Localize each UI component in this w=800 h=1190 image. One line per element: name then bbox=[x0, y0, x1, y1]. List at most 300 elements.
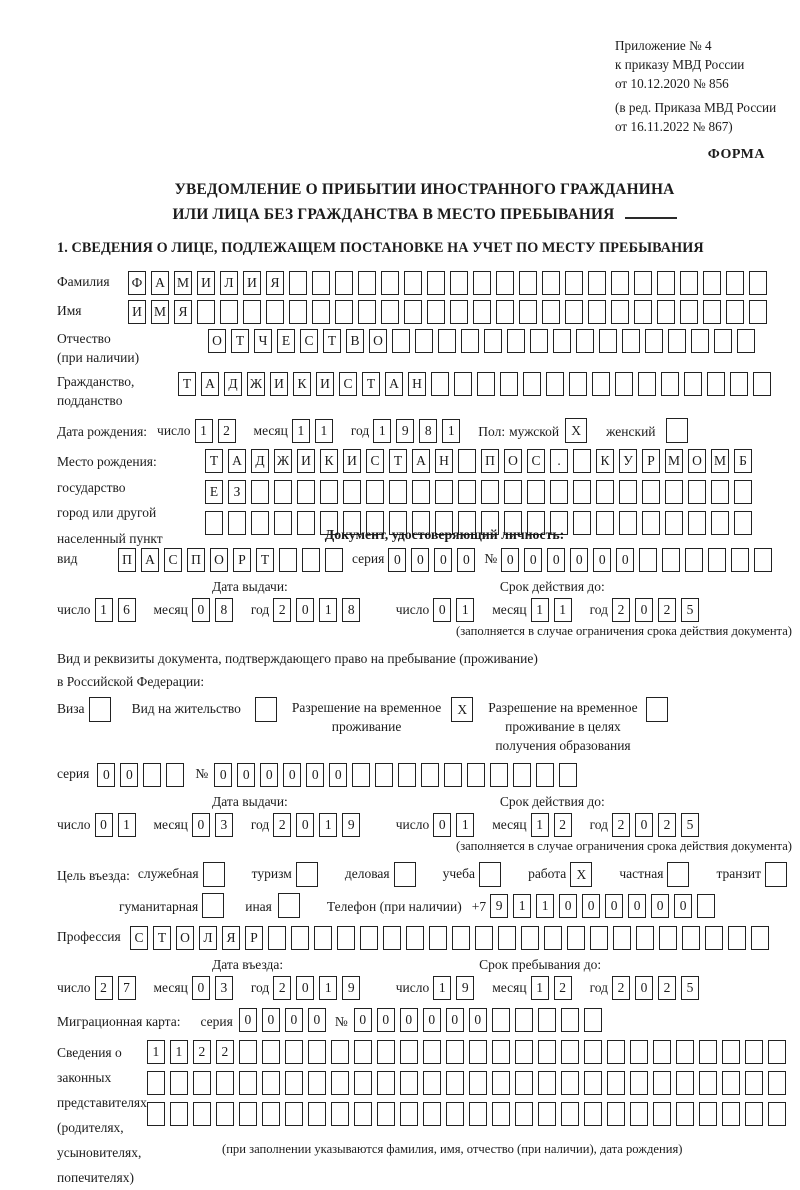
char-cell[interactable] bbox=[561, 1102, 579, 1126]
char-cell[interactable]: 0 bbox=[582, 894, 600, 918]
char-cell[interactable] bbox=[193, 1071, 211, 1095]
char-cell[interactable] bbox=[542, 271, 560, 295]
char-cell[interactable] bbox=[383, 926, 401, 950]
char-cell[interactable]: К bbox=[320, 449, 338, 473]
char-cell[interactable] bbox=[665, 511, 683, 535]
char-cell[interactable]: С bbox=[164, 548, 182, 572]
char-cell[interactable] bbox=[515, 1008, 533, 1032]
char-cell[interactable] bbox=[515, 1040, 533, 1064]
char-cell[interactable]: 8 bbox=[215, 598, 233, 622]
char-cell[interactable]: 0 bbox=[635, 598, 653, 622]
char-cell[interactable] bbox=[458, 449, 476, 473]
char-cell[interactable]: 0 bbox=[283, 763, 301, 787]
char-cell[interactable] bbox=[634, 300, 652, 324]
char-cell[interactable]: 2 bbox=[273, 598, 291, 622]
char-cell[interactable] bbox=[450, 300, 468, 324]
char-cell[interactable]: 0 bbox=[628, 894, 646, 918]
char-cell[interactable] bbox=[469, 1040, 487, 1064]
char-cell[interactable]: Ч bbox=[254, 329, 272, 353]
char-cell[interactable] bbox=[343, 480, 361, 504]
char-cell[interactable]: 1 bbox=[319, 598, 337, 622]
char-cell[interactable] bbox=[734, 480, 752, 504]
char-cell[interactable] bbox=[473, 300, 491, 324]
char-cell[interactable]: 0 bbox=[411, 548, 429, 572]
char-cell[interactable] bbox=[423, 1102, 441, 1126]
char-cell[interactable] bbox=[749, 300, 767, 324]
char-cell[interactable] bbox=[653, 1040, 671, 1064]
char-cell[interactable]: С bbox=[300, 329, 318, 353]
char-cell[interactable] bbox=[726, 300, 744, 324]
char-cell[interactable]: 0 bbox=[433, 813, 451, 837]
char-cell[interactable] bbox=[659, 926, 677, 950]
char-cell[interactable] bbox=[515, 1102, 533, 1126]
char-cell[interactable] bbox=[561, 1071, 579, 1095]
char-cell[interactable] bbox=[431, 372, 449, 396]
char-cell[interactable] bbox=[584, 1008, 602, 1032]
char-cell[interactable] bbox=[561, 1008, 579, 1032]
char-cell[interactable] bbox=[714, 329, 732, 353]
char-cell[interactable]: 0 bbox=[262, 1008, 280, 1032]
char-cell[interactable]: Т bbox=[231, 329, 249, 353]
char-cell[interactable] bbox=[358, 300, 376, 324]
char-cell[interactable] bbox=[400, 1102, 418, 1126]
char-cell[interactable] bbox=[354, 1102, 372, 1126]
char-cell[interactable]: 0 bbox=[593, 548, 611, 572]
char-cell[interactable] bbox=[567, 926, 585, 950]
char-cell[interactable]: М bbox=[665, 449, 683, 473]
char-cell[interactable] bbox=[427, 300, 445, 324]
char-cell[interactable]: 0 bbox=[260, 763, 278, 787]
sex-male-checkbox[interactable]: X bbox=[565, 418, 587, 443]
char-cell[interactable] bbox=[515, 1071, 533, 1095]
sex-female-checkbox[interactable] bbox=[666, 418, 688, 443]
char-cell[interactable] bbox=[325, 548, 343, 572]
char-cell[interactable] bbox=[559, 763, 577, 787]
char-cell[interactable]: 0 bbox=[308, 1008, 326, 1032]
char-cell[interactable]: 0 bbox=[192, 976, 210, 1000]
char-cell[interactable] bbox=[768, 1040, 786, 1064]
char-cell[interactable] bbox=[496, 300, 514, 324]
char-cell[interactable] bbox=[584, 1071, 602, 1095]
char-cell[interactable]: 0 bbox=[214, 763, 232, 787]
char-cell[interactable] bbox=[668, 329, 686, 353]
char-cell[interactable] bbox=[446, 1071, 464, 1095]
char-cell[interactable]: 2 bbox=[193, 1040, 211, 1064]
char-cell[interactable]: 0 bbox=[423, 1008, 441, 1032]
char-cell[interactable] bbox=[404, 300, 422, 324]
char-cell[interactable] bbox=[335, 300, 353, 324]
char-cell[interactable] bbox=[588, 271, 606, 295]
char-cell[interactable] bbox=[400, 1071, 418, 1095]
char-cell[interactable]: С bbox=[130, 926, 148, 950]
char-cell[interactable]: 2 bbox=[612, 813, 630, 837]
char-cell[interactable] bbox=[745, 1071, 763, 1095]
char-cell[interactable] bbox=[685, 548, 703, 572]
char-cell[interactable] bbox=[377, 1040, 395, 1064]
char-cell[interactable]: 1 bbox=[554, 598, 572, 622]
char-cell[interactable] bbox=[170, 1102, 188, 1126]
char-cell[interactable]: О bbox=[176, 926, 194, 950]
char-cell[interactable]: 2 bbox=[273, 976, 291, 1000]
char-cell[interactable] bbox=[358, 271, 376, 295]
char-cell[interactable] bbox=[703, 271, 721, 295]
char-cell[interactable] bbox=[289, 271, 307, 295]
char-cell[interactable]: 0 bbox=[237, 763, 255, 787]
char-cell[interactable] bbox=[688, 511, 706, 535]
char-cell[interactable] bbox=[642, 480, 660, 504]
char-cell[interactable]: 2 bbox=[658, 813, 676, 837]
char-cell[interactable]: А bbox=[412, 449, 430, 473]
char-cell[interactable] bbox=[312, 300, 330, 324]
char-cell[interactable]: 2 bbox=[218, 419, 236, 443]
char-cell[interactable] bbox=[147, 1071, 165, 1095]
purpose-humanitarian-checkbox[interactable] bbox=[202, 893, 224, 918]
char-cell[interactable] bbox=[268, 926, 286, 950]
char-cell[interactable] bbox=[492, 1071, 510, 1095]
char-cell[interactable] bbox=[147, 1102, 165, 1126]
char-cell[interactable] bbox=[435, 480, 453, 504]
char-cell[interactable] bbox=[262, 1040, 280, 1064]
char-cell[interactable]: 0 bbox=[559, 894, 577, 918]
char-cell[interactable] bbox=[377, 1071, 395, 1095]
char-cell[interactable] bbox=[375, 763, 393, 787]
char-cell[interactable] bbox=[490, 763, 508, 787]
char-cell[interactable]: 0 bbox=[434, 548, 452, 572]
char-cell[interactable]: О bbox=[208, 329, 226, 353]
char-cell[interactable] bbox=[312, 271, 330, 295]
char-cell[interactable] bbox=[676, 1071, 694, 1095]
char-cell[interactable]: 1 bbox=[315, 419, 333, 443]
char-cell[interactable] bbox=[444, 763, 462, 787]
char-cell[interactable]: 1 bbox=[147, 1040, 165, 1064]
char-cell[interactable] bbox=[527, 480, 545, 504]
char-cell[interactable] bbox=[389, 480, 407, 504]
char-cell[interactable] bbox=[731, 548, 749, 572]
char-cell[interactable] bbox=[622, 329, 640, 353]
char-cell[interactable] bbox=[553, 329, 571, 353]
char-cell[interactable] bbox=[504, 480, 522, 504]
char-cell[interactable]: С bbox=[527, 449, 545, 473]
char-cell[interactable]: О bbox=[369, 329, 387, 353]
char-cell[interactable] bbox=[266, 300, 284, 324]
char-cell[interactable]: 0 bbox=[616, 548, 634, 572]
char-cell[interactable] bbox=[768, 1102, 786, 1126]
char-cell[interactable] bbox=[630, 1102, 648, 1126]
char-cell[interactable]: А bbox=[385, 372, 403, 396]
char-cell[interactable]: 0 bbox=[674, 894, 692, 918]
char-cell[interactable] bbox=[377, 1102, 395, 1126]
char-cell[interactable] bbox=[657, 300, 675, 324]
char-cell[interactable] bbox=[477, 372, 495, 396]
char-cell[interactable] bbox=[352, 763, 370, 787]
char-cell[interactable] bbox=[492, 1102, 510, 1126]
char-cell[interactable]: К bbox=[596, 449, 614, 473]
char-cell[interactable] bbox=[676, 1102, 694, 1126]
char-cell[interactable]: 0 bbox=[296, 976, 314, 1000]
char-cell[interactable] bbox=[657, 271, 675, 295]
char-cell[interactable]: 1 bbox=[536, 894, 554, 918]
char-cell[interactable] bbox=[492, 1040, 510, 1064]
char-cell[interactable] bbox=[550, 480, 568, 504]
char-cell[interactable] bbox=[636, 926, 654, 950]
char-cell[interactable]: 0 bbox=[547, 548, 565, 572]
purpose-work-checkbox[interactable]: X bbox=[570, 862, 592, 887]
char-cell[interactable] bbox=[467, 763, 485, 787]
char-cell[interactable]: 0 bbox=[296, 598, 314, 622]
char-cell[interactable] bbox=[438, 329, 456, 353]
char-cell[interactable] bbox=[143, 763, 161, 787]
char-cell[interactable]: 2 bbox=[612, 976, 630, 1000]
char-cell[interactable] bbox=[699, 1102, 717, 1126]
char-cell[interactable] bbox=[684, 372, 702, 396]
char-cell[interactable]: 1 bbox=[319, 813, 337, 837]
char-cell[interactable]: 0 bbox=[95, 813, 113, 837]
char-cell[interactable]: Я bbox=[222, 926, 240, 950]
char-cell[interactable]: 1 bbox=[456, 813, 474, 837]
char-cell[interactable]: П bbox=[187, 548, 205, 572]
char-cell[interactable]: 1 bbox=[373, 419, 391, 443]
char-cell[interactable] bbox=[302, 548, 320, 572]
char-cell[interactable] bbox=[404, 271, 422, 295]
char-cell[interactable]: И bbox=[197, 271, 215, 295]
char-cell[interactable] bbox=[642, 511, 660, 535]
char-cell[interactable] bbox=[423, 1040, 441, 1064]
char-cell[interactable] bbox=[239, 1102, 257, 1126]
char-cell[interactable]: 0 bbox=[296, 813, 314, 837]
char-cell[interactable]: Л bbox=[220, 271, 238, 295]
char-cell[interactable] bbox=[722, 1102, 740, 1126]
char-cell[interactable]: А bbox=[201, 372, 219, 396]
char-cell[interactable] bbox=[492, 1008, 510, 1032]
char-cell[interactable] bbox=[331, 1040, 349, 1064]
char-cell[interactable] bbox=[726, 271, 744, 295]
char-cell[interactable] bbox=[205, 511, 223, 535]
char-cell[interactable] bbox=[569, 372, 587, 396]
char-cell[interactable] bbox=[446, 1102, 464, 1126]
char-cell[interactable]: Т bbox=[205, 449, 223, 473]
char-cell[interactable] bbox=[745, 1040, 763, 1064]
char-cell[interactable] bbox=[665, 480, 683, 504]
char-cell[interactable] bbox=[722, 1040, 740, 1064]
char-cell[interactable]: 0 bbox=[570, 548, 588, 572]
temp-permit-checkbox[interactable]: X bbox=[451, 697, 473, 722]
char-cell[interactable] bbox=[542, 300, 560, 324]
char-cell[interactable] bbox=[611, 271, 629, 295]
char-cell[interactable]: Я bbox=[174, 300, 192, 324]
char-cell[interactable] bbox=[279, 548, 297, 572]
char-cell[interactable] bbox=[645, 329, 663, 353]
char-cell[interactable] bbox=[523, 372, 541, 396]
char-cell[interactable] bbox=[653, 1102, 671, 1126]
purpose-study-checkbox[interactable] bbox=[479, 862, 501, 887]
char-cell[interactable] bbox=[354, 1040, 372, 1064]
char-cell[interactable]: К bbox=[293, 372, 311, 396]
char-cell[interactable] bbox=[630, 1071, 648, 1095]
char-cell[interactable] bbox=[423, 1071, 441, 1095]
char-cell[interactable] bbox=[607, 1071, 625, 1095]
char-cell[interactable]: П bbox=[118, 548, 136, 572]
char-cell[interactable]: 1 bbox=[531, 598, 549, 622]
char-cell[interactable]: . bbox=[550, 449, 568, 473]
char-cell[interactable]: О bbox=[688, 449, 706, 473]
char-cell[interactable] bbox=[412, 480, 430, 504]
purpose-private-checkbox[interactable] bbox=[667, 862, 689, 887]
char-cell[interactable] bbox=[544, 926, 562, 950]
char-cell[interactable] bbox=[737, 329, 755, 353]
char-cell[interactable] bbox=[452, 926, 470, 950]
char-cell[interactable]: 0 bbox=[635, 976, 653, 1000]
char-cell[interactable]: Ф bbox=[128, 271, 146, 295]
char-cell[interactable] bbox=[588, 300, 606, 324]
char-cell[interactable] bbox=[699, 1071, 717, 1095]
char-cell[interactable] bbox=[461, 329, 479, 353]
char-cell[interactable]: Р bbox=[245, 926, 263, 950]
char-cell[interactable] bbox=[728, 926, 746, 950]
char-cell[interactable]: 0 bbox=[239, 1008, 257, 1032]
char-cell[interactable]: 2 bbox=[612, 598, 630, 622]
char-cell[interactable] bbox=[565, 271, 583, 295]
char-cell[interactable]: Р bbox=[642, 449, 660, 473]
char-cell[interactable] bbox=[274, 511, 292, 535]
char-cell[interactable] bbox=[615, 372, 633, 396]
char-cell[interactable] bbox=[335, 271, 353, 295]
char-cell[interactable]: 8 bbox=[342, 598, 360, 622]
char-cell[interactable] bbox=[450, 271, 468, 295]
char-cell[interactable] bbox=[285, 1102, 303, 1126]
char-cell[interactable] bbox=[538, 1102, 556, 1126]
char-cell[interactable]: 0 bbox=[192, 598, 210, 622]
char-cell[interactable] bbox=[584, 1102, 602, 1126]
char-cell[interactable] bbox=[446, 1040, 464, 1064]
char-cell[interactable]: Д bbox=[224, 372, 242, 396]
char-cell[interactable] bbox=[481, 480, 499, 504]
char-cell[interactable] bbox=[573, 511, 591, 535]
char-cell[interactable] bbox=[381, 271, 399, 295]
char-cell[interactable]: Ж bbox=[247, 372, 265, 396]
char-cell[interactable] bbox=[454, 372, 472, 396]
char-cell[interactable] bbox=[216, 1071, 234, 1095]
char-cell[interactable]: И bbox=[243, 271, 261, 295]
char-cell[interactable] bbox=[619, 480, 637, 504]
char-cell[interactable]: 1 bbox=[195, 419, 213, 443]
char-cell[interactable]: 0 bbox=[329, 763, 347, 787]
char-cell[interactable] bbox=[274, 480, 292, 504]
char-cell[interactable] bbox=[730, 372, 748, 396]
char-cell[interactable] bbox=[360, 926, 378, 950]
char-cell[interactable]: 1 bbox=[442, 419, 460, 443]
char-cell[interactable] bbox=[521, 926, 539, 950]
char-cell[interactable] bbox=[193, 1102, 211, 1126]
char-cell[interactable] bbox=[596, 480, 614, 504]
char-cell[interactable]: Т bbox=[389, 449, 407, 473]
char-cell[interactable]: 9 bbox=[456, 976, 474, 1000]
char-cell[interactable] bbox=[475, 926, 493, 950]
char-cell[interactable]: И bbox=[316, 372, 334, 396]
char-cell[interactable] bbox=[754, 548, 772, 572]
char-cell[interactable] bbox=[749, 271, 767, 295]
char-cell[interactable]: Т bbox=[153, 926, 171, 950]
char-cell[interactable] bbox=[611, 300, 629, 324]
char-cell[interactable] bbox=[498, 926, 516, 950]
char-cell[interactable] bbox=[239, 1040, 257, 1064]
char-cell[interactable] bbox=[314, 926, 332, 950]
char-cell[interactable] bbox=[289, 300, 307, 324]
char-cell[interactable]: 1 bbox=[95, 598, 113, 622]
char-cell[interactable] bbox=[297, 511, 315, 535]
char-cell[interactable] bbox=[519, 271, 537, 295]
visa-checkbox[interactable] bbox=[89, 697, 111, 722]
char-cell[interactable] bbox=[366, 480, 384, 504]
char-cell[interactable] bbox=[308, 1102, 326, 1126]
char-cell[interactable] bbox=[592, 372, 610, 396]
char-cell[interactable] bbox=[653, 1071, 671, 1095]
char-cell[interactable] bbox=[751, 926, 769, 950]
char-cell[interactable]: 0 bbox=[501, 548, 519, 572]
char-cell[interactable]: И bbox=[128, 300, 146, 324]
char-cell[interactable] bbox=[381, 300, 399, 324]
char-cell[interactable] bbox=[166, 763, 184, 787]
char-cell[interactable]: 1 bbox=[118, 813, 136, 837]
char-cell[interactable] bbox=[607, 1040, 625, 1064]
char-cell[interactable]: И bbox=[270, 372, 288, 396]
char-cell[interactable] bbox=[753, 372, 771, 396]
char-cell[interactable]: 3 bbox=[215, 813, 233, 837]
char-cell[interactable] bbox=[197, 300, 215, 324]
char-cell[interactable]: 0 bbox=[469, 1008, 487, 1032]
char-cell[interactable] bbox=[546, 372, 564, 396]
char-cell[interactable] bbox=[400, 1040, 418, 1064]
char-cell[interactable]: 1 bbox=[433, 976, 451, 1000]
char-cell[interactable]: 9 bbox=[490, 894, 508, 918]
char-cell[interactable]: У bbox=[619, 449, 637, 473]
char-cell[interactable] bbox=[536, 763, 554, 787]
char-cell[interactable]: 0 bbox=[285, 1008, 303, 1032]
char-cell[interactable] bbox=[415, 329, 433, 353]
char-cell[interactable] bbox=[680, 300, 698, 324]
char-cell[interactable] bbox=[576, 329, 594, 353]
char-cell[interactable]: З bbox=[228, 480, 246, 504]
char-cell[interactable] bbox=[703, 300, 721, 324]
purpose-commercial-checkbox[interactable] bbox=[394, 862, 416, 887]
char-cell[interactable]: 1 bbox=[319, 976, 337, 1000]
char-cell[interactable] bbox=[573, 480, 591, 504]
char-cell[interactable] bbox=[469, 1102, 487, 1126]
char-cell[interactable] bbox=[496, 271, 514, 295]
char-cell[interactable] bbox=[711, 511, 729, 535]
char-cell[interactable]: 0 bbox=[120, 763, 138, 787]
char-cell[interactable] bbox=[469, 1071, 487, 1095]
char-cell[interactable]: 7 bbox=[118, 976, 136, 1000]
char-cell[interactable] bbox=[243, 300, 261, 324]
char-cell[interactable] bbox=[699, 1040, 717, 1064]
char-cell[interactable] bbox=[697, 894, 715, 918]
char-cell[interactable]: 5 bbox=[681, 976, 699, 1000]
char-cell[interactable] bbox=[513, 763, 531, 787]
char-cell[interactable] bbox=[722, 1071, 740, 1095]
char-cell[interactable] bbox=[538, 1040, 556, 1064]
purpose-other-checkbox[interactable] bbox=[278, 893, 300, 918]
char-cell[interactable]: 0 bbox=[635, 813, 653, 837]
char-cell[interactable]: Л bbox=[199, 926, 217, 950]
char-cell[interactable]: Т bbox=[178, 372, 196, 396]
char-cell[interactable] bbox=[308, 1040, 326, 1064]
char-cell[interactable] bbox=[688, 480, 706, 504]
char-cell[interactable] bbox=[331, 1102, 349, 1126]
char-cell[interactable] bbox=[613, 926, 631, 950]
char-cell[interactable] bbox=[745, 1102, 763, 1126]
char-cell[interactable]: 0 bbox=[388, 548, 406, 572]
char-cell[interactable]: 0 bbox=[192, 813, 210, 837]
